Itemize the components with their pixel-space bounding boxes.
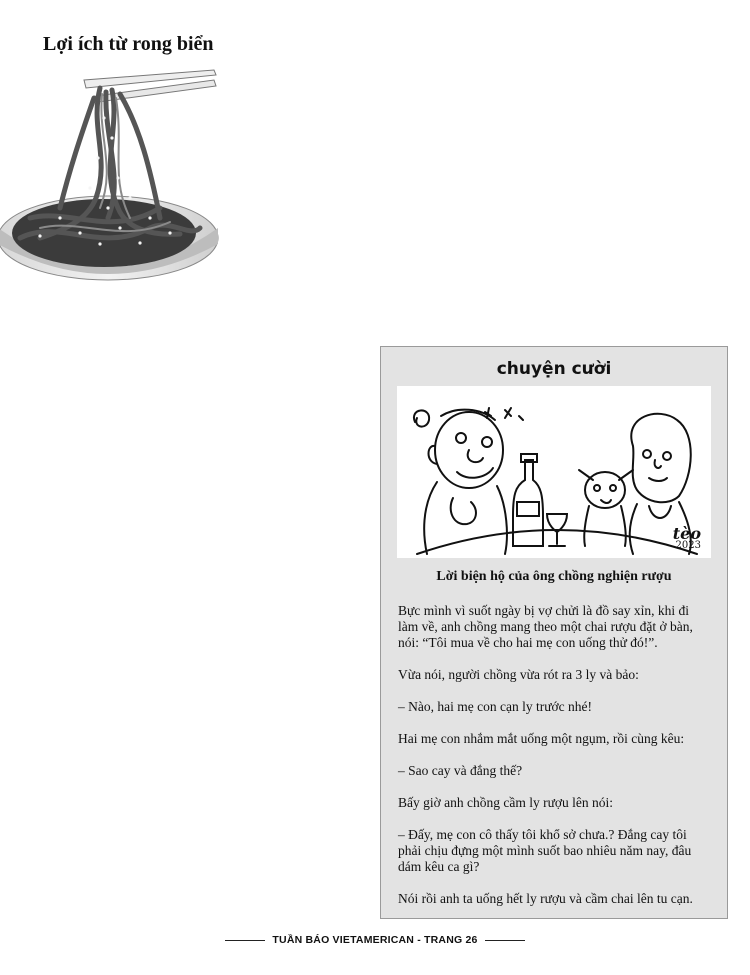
- page-footer: [0, 934, 750, 946]
- story-paragraph: – Đấy, mẹ con cô thấy tôi khổ sở chưa.? Đắng cay tôi phải chịu đựng một mình suốt bao nhiêu năm nay, đâu dám kêu ca gì?: [398, 827, 692, 874]
- joke-box: [380, 346, 728, 919]
- seaweed-photo: [0, 68, 220, 290]
- cartoonist-name: tèo: [672, 524, 701, 543]
- story-paragraph: – Sao cay và đắng thế?: [398, 763, 523, 778]
- footer-rule-left: [225, 940, 265, 941]
- joke-box-header: chuyện cười: [496, 359, 612, 379]
- story-paragraph: Hai mẹ con nhắm mắt uống một ngụm, rồi cùng kêu:: [398, 731, 685, 746]
- story-paragraph: Bấy giờ anh chồng cầm ly rượu lên nói:: [398, 795, 614, 810]
- article-title: Lợi ích từ rong biển: [43, 33, 214, 55]
- footer-text: TUẦN BÁO VIETAMERICAN - TRANG 26: [272, 934, 478, 946]
- cartoon-signature: [672, 524, 701, 552]
- story-paragraph: – Nào, hai mẹ con cạn ly trước nhé!: [398, 699, 593, 714]
- story-paragraph: Vừa nói, người chồng vừa rót ra 3 ly và bảo:: [398, 667, 639, 682]
- story-paragraph: Bực mình vì suốt ngày bị vợ chửi là đồ say xỉn, khi đi làm về, anh chồng mang theo một chai rượu đặt ở bàn, nói: “Tôi mua về cho hai mẹ con uống thử đó!”.: [398, 603, 693, 650]
- cartoon-illustration: [397, 386, 711, 558]
- story-paragraph: Nói rồi anh ta uống hết ly rượu và cầm chai lên tu cạn.: [398, 891, 693, 906]
- cartoon-year: 2023: [675, 540, 701, 551]
- footer-rule-right: [485, 940, 525, 941]
- story-text: [398, 603, 711, 923]
- story-title: Lời biện hộ của ông chồng nghiện rượu: [436, 569, 672, 584]
